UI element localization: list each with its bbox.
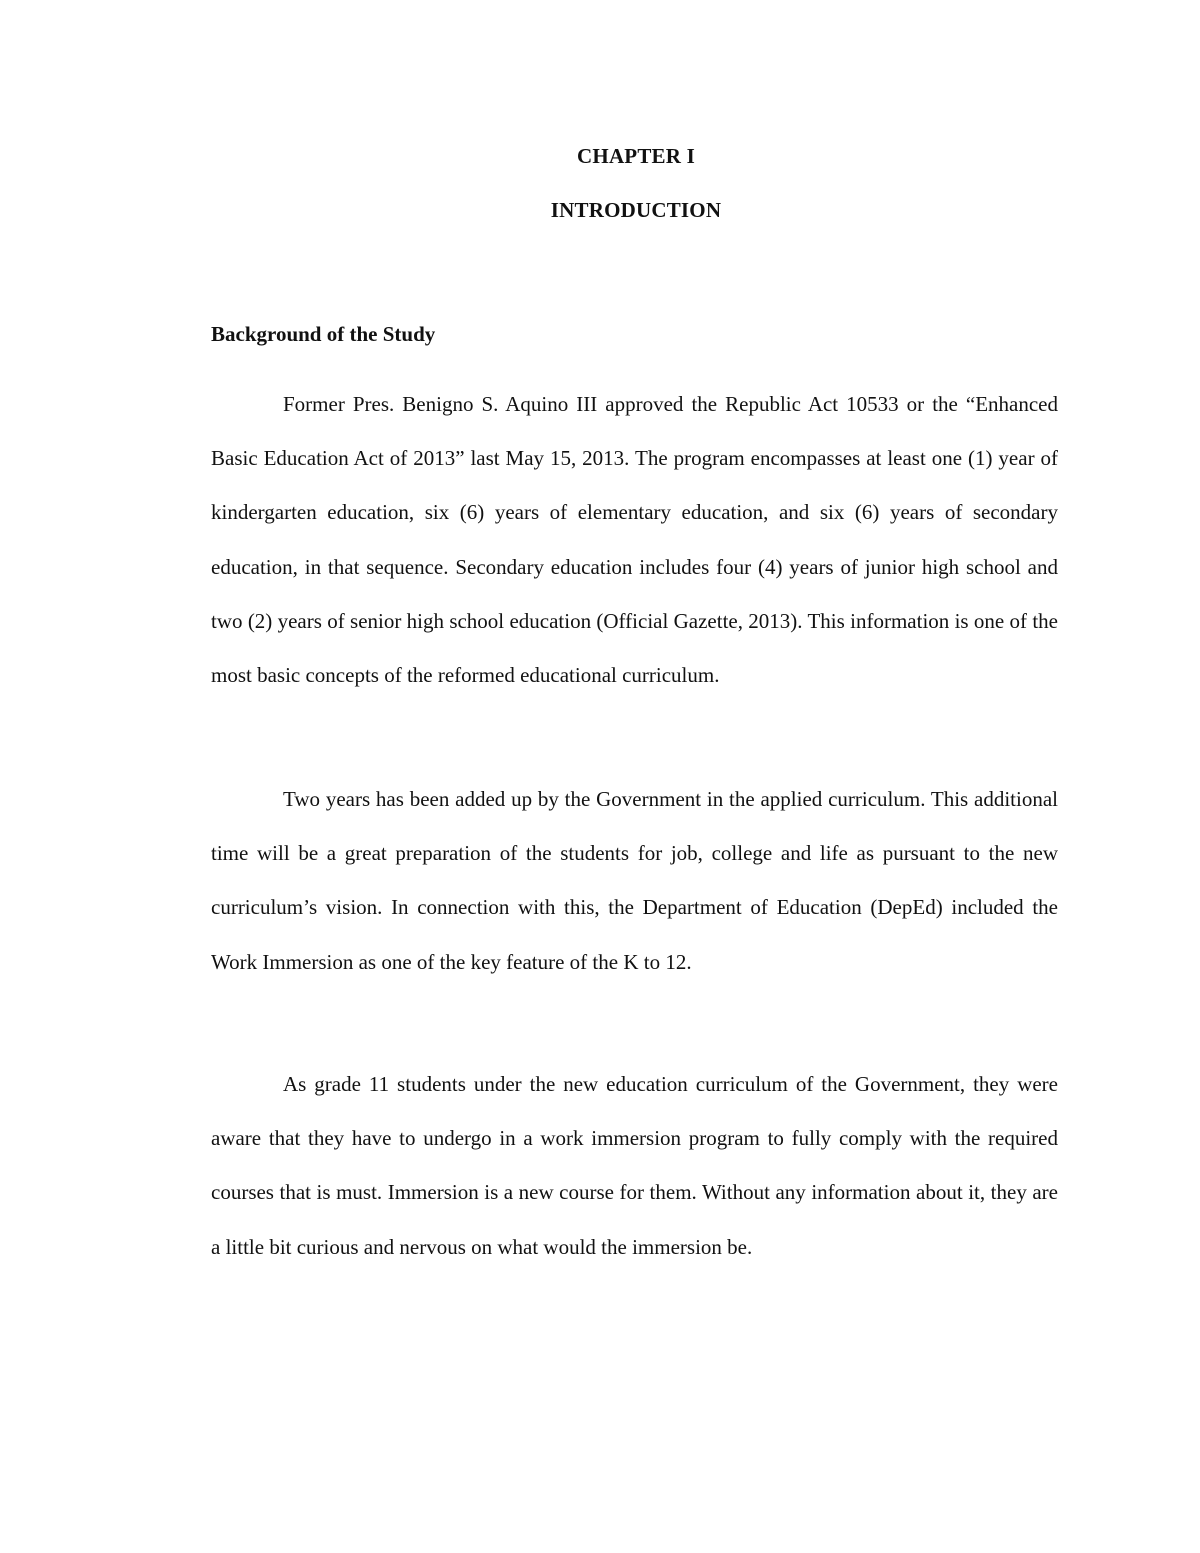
body-paragraph: Two years has been added up by the Government in the applied curriculum. This additional time will be a great preparation of the students for job, college and life as pursuant to the new curriculum’s vision. In connection with this, the Department of Education (DepEd) included the Work Immersion as one of the key feature of the K to 12. — [211, 787, 1058, 974]
section-heading: Background of the Study — [211, 322, 436, 346]
body-paragraph: As grade 11 students under the new education curriculum of the Government, they were aware that they have to undergo in a work immersion program to fully comply with the required courses that is must. Immersion is a new course for them. Without any information about it, they are a little bit curious and nervous on what would the immersion be. — [211, 1072, 1058, 1259]
chapter-title: INTRODUCTION — [550, 198, 722, 222]
chapter-number: CHAPTER I — [577, 144, 695, 168]
body-paragraph: Former Pres. Benigno S. Aquino III approved the Republic Act 10533 or the “Enhanced Basic Education Act of 2013” last May 15, 2013. The program encompasses at least one (1) year of kindergarten education, six (6) years of elementary education, and six (6) years of secondary education, in that sequence. Secondary education includes four (4) years of junior high school and two (2) years of senior high school education (Official Gazette, 2013). This information is one of the most basic concepts of the reformed educational curriculum. — [211, 392, 1058, 688]
